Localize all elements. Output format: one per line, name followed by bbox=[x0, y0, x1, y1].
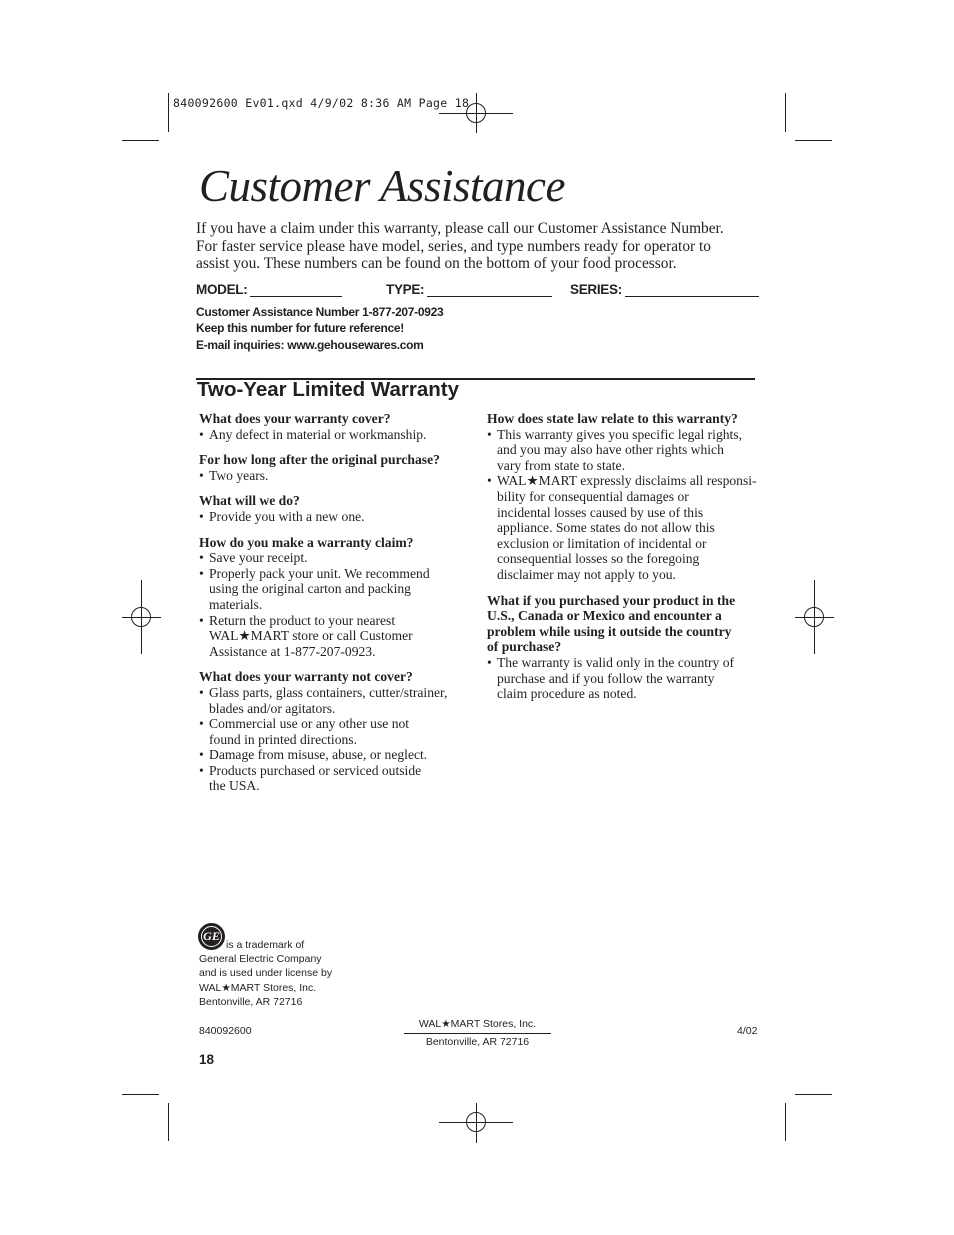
list-item-line: purchase and if you follow the warranty bbox=[497, 670, 715, 686]
type-field bbox=[386, 282, 552, 297]
warranty-question-block bbox=[199, 452, 474, 483]
list-item-line: exclusion or limitation of incidental or bbox=[497, 535, 707, 551]
type-label: TYPE: bbox=[386, 282, 425, 297]
warranty-question: What will we do? bbox=[199, 493, 300, 509]
list-item-line: Save your receipt. bbox=[209, 550, 308, 566]
list-item-line: WAL★MART store or call Customer bbox=[209, 628, 413, 644]
warranty-question-block bbox=[199, 493, 474, 524]
list-item: • Save your receipt. bbox=[199, 550, 474, 566]
warranty-question-block bbox=[487, 411, 762, 583]
keep-number-note: Keep this number for future reference! bbox=[196, 321, 404, 336]
warranty-question-line: What if you purchased your product in the bbox=[487, 592, 736, 608]
list-item-line: Glass parts, glass containers, cutter/strainer, bbox=[209, 684, 448, 700]
intro-line: If you have a claim under this warranty, please call our Customer Assistance Number. bbox=[196, 220, 724, 237]
warranty-question-line: problem while using it outside the country bbox=[487, 623, 732, 639]
page-title: Customer Assistance bbox=[199, 161, 565, 211]
list-item-line: incidental losses caused by use of this bbox=[497, 504, 704, 520]
list-item-line: Products purchased or serviced outside bbox=[209, 762, 422, 778]
series-field bbox=[570, 282, 759, 297]
crop-mark-top-right-horizontal bbox=[795, 140, 832, 141]
list-item-line: the USA. bbox=[209, 778, 260, 794]
list-item-line: Damage from misuse, abuse, or neglect. bbox=[209, 747, 428, 763]
trademark-line: Bentonville, AR 72716 bbox=[199, 995, 303, 1008]
list-item-line: found in printed directions. bbox=[209, 731, 357, 747]
warranty-right-column bbox=[487, 411, 762, 712]
crop-mark-bottom-left-horizontal bbox=[122, 1094, 159, 1095]
crop-mark-bottom-right-horizontal bbox=[795, 1094, 832, 1095]
registration-mark-left-circle bbox=[131, 607, 151, 627]
warranty-question-line: of purchase? bbox=[487, 639, 562, 655]
list-item: • Commercial use or any other use not found in printed directions. bbox=[199, 716, 474, 747]
list-item-line: Any defect in material or workmanship. bbox=[209, 426, 427, 442]
ge-logo-mark: GE bbox=[201, 926, 222, 947]
list-item: • WAL★MART expressly disclaims all responsi- bility for consequential damages or incidental losses caused by use of this appliance. Some states do not allow this exclusion or limitation of incidental or consequential losses so the foregoing disclaimer may not apply to you. bbox=[487, 473, 762, 582]
trademark-line: WAL★MART Stores, Inc. bbox=[199, 981, 317, 994]
list-item: • Properly pack your unit. We recommend using the original carton and packing materials. bbox=[199, 566, 474, 613]
registration-mark-bottom-circle bbox=[466, 1112, 486, 1132]
warranty-question: For how long after the original purchase? bbox=[199, 452, 440, 468]
list-item-line: disclaimer may not apply to you. bbox=[497, 566, 676, 582]
series-label: SERIES: bbox=[570, 282, 622, 297]
assistance-number: Customer Assistance Number 1-877-207-0923 bbox=[196, 305, 444, 319]
list-item-line: vary from state to state. bbox=[497, 457, 625, 473]
contact-info bbox=[196, 304, 443, 353]
intro-line: For faster service please have model, series, and type numbers ready for operator to bbox=[196, 237, 711, 255]
intro-paragraph bbox=[196, 220, 776, 273]
list-item: • This warranty gives you specific legal rights, and you may also have other rights which vary from state to state. bbox=[487, 427, 762, 474]
section-title: Two-Year Limited Warranty bbox=[197, 378, 459, 401]
crop-mark-top-left-vertical bbox=[168, 93, 169, 132]
model-field bbox=[196, 282, 342, 297]
warranty-question: What does your warranty cover? bbox=[199, 411, 391, 426]
warranty-question-block bbox=[487, 593, 762, 702]
list-item-line: Two years. bbox=[209, 467, 269, 483]
list-item-line: The warranty is valid only in the country of bbox=[497, 654, 735, 670]
registration-mark-right-circle bbox=[804, 607, 824, 627]
crop-mark-bottom-left-vertical bbox=[168, 1103, 169, 1141]
warranty-question: What does your warranty not cover? bbox=[199, 669, 413, 685]
crop-mark-top-left-horizontal bbox=[122, 140, 159, 141]
list-item-line: Return the product to your nearest bbox=[209, 612, 396, 628]
trademark-line: and is used under license by bbox=[199, 967, 333, 980]
email-inquiries: E-mail inquiries: www.gehousewares.com bbox=[196, 337, 424, 352]
file-slug: 840092600 Ev01.qxd 4/9/02 8:36 AM Page 18 bbox=[173, 96, 470, 110]
list-item-line: WAL★MART expressly disclaims all responsi- bbox=[497, 473, 757, 489]
footer-date: 4/02 bbox=[737, 1025, 758, 1037]
warranty-question: How do you make a warranty claim? bbox=[199, 534, 414, 550]
list-item-line: This warranty gives you specific legal rights, bbox=[497, 426, 742, 442]
warranty-question-block bbox=[199, 411, 474, 442]
list-item: • The warranty is valid only in the country of purchase and if you follow the warranty claim procedure as noted. bbox=[487, 655, 762, 702]
trademark-notice bbox=[199, 938, 332, 1009]
footer-address-block bbox=[404, 1016, 551, 1050]
list-item: • Provide you with a new one. bbox=[199, 509, 474, 525]
list-item: • Any defect in material or workmanship. bbox=[199, 427, 474, 443]
part-number: 840092600 bbox=[199, 1025, 252, 1037]
list-item-line: claim procedure as noted. bbox=[497, 686, 637, 702]
list-item-line: Commercial use or any other use not bbox=[209, 716, 410, 732]
warranty-question-block bbox=[199, 669, 474, 794]
list-item-line: Provide you with a new one. bbox=[209, 508, 365, 524]
model-label: MODEL: bbox=[196, 282, 248, 297]
intro-line: assist you. These numbers can be found on the bottom of your food processor. bbox=[196, 255, 677, 273]
list-item-line: appliance. Some states do not allow this bbox=[497, 520, 715, 536]
warranty-question-line: U.S., Canada or Mexico and encounter a bbox=[487, 608, 722, 624]
list-item-line: and you may also have other rights which bbox=[497, 442, 724, 458]
list-item: • Damage from misuse, abuse, or neglect. bbox=[199, 747, 474, 763]
list-item: • Two years. bbox=[199, 468, 474, 484]
warranty-question: How does state law relate to this warranty? bbox=[487, 411, 738, 426]
list-item: • Products purchased or serviced outside the USA. bbox=[199, 763, 474, 794]
list-item-line: materials. bbox=[209, 596, 263, 612]
footer-company: WAL★MART Stores, Inc. bbox=[404, 1016, 551, 1034]
model-blank-line bbox=[250, 282, 342, 297]
page-number: 18 bbox=[199, 1052, 215, 1067]
series-blank-line bbox=[625, 282, 759, 297]
trademark-line: is a trademark of bbox=[226, 939, 305, 951]
list-item-line: bility for consequential damages or bbox=[497, 488, 689, 504]
list-item: • Glass parts, glass containers, cutter/strainer, blades and/or agitators. bbox=[199, 685, 474, 716]
list-item-line: Properly pack your unit. We recommend bbox=[209, 565, 430, 581]
crop-mark-top-right-vertical bbox=[785, 93, 786, 132]
warranty-left-column bbox=[199, 411, 474, 804]
footer-address: Bentonville, AR 72716 bbox=[425, 1036, 530, 1048]
list-item-line: Assistance at 1-877-207-0923. bbox=[209, 643, 376, 659]
list-item-line: using the original carton and packing bbox=[209, 581, 411, 597]
list-item-line: blades and/or agitators. bbox=[209, 700, 336, 716]
warranty-question-block bbox=[199, 535, 474, 660]
type-blank-line bbox=[427, 282, 552, 297]
list-item-line: consequential losses so the foregoing bbox=[497, 551, 700, 567]
list-item: • Return the product to your nearest WAL★MART store or call Customer Assistance at 1-877-207-0923. bbox=[199, 613, 474, 660]
crop-mark-bottom-right-vertical bbox=[785, 1103, 786, 1141]
trademark-line: General Electric Company bbox=[199, 953, 322, 966]
